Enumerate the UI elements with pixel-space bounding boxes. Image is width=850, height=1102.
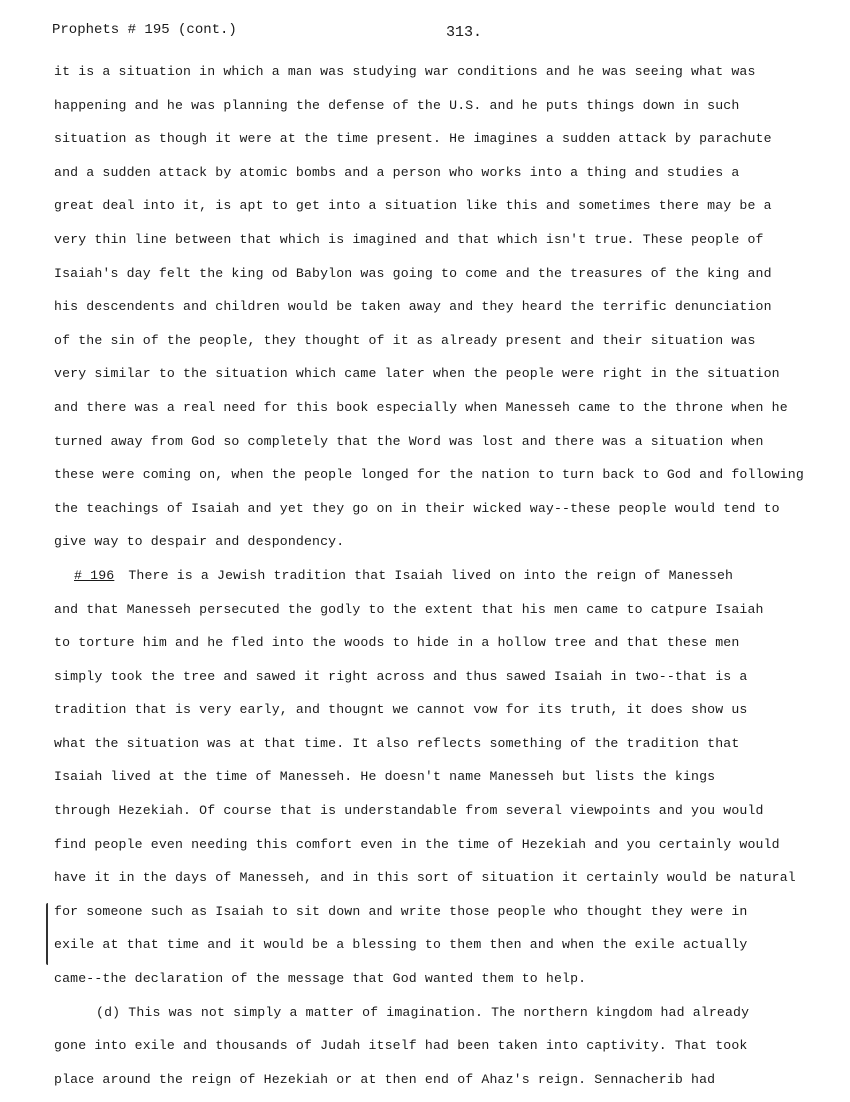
text-line: very thin line between that which is imagined and that which isn't true. These people of <box>54 231 764 247</box>
paragraph-3 <box>54 1001 844 1102</box>
text-line: these were coming on, when the people longed for the nation to turn back to God and following <box>54 467 804 483</box>
page-header <box>52 22 810 44</box>
text-line: through Hezekiah. Of course that is understandable from several viewpoints and you would <box>54 803 764 819</box>
text-line: and there was a real need for this book especially when Manesseh came to the throne when he <box>54 399 788 415</box>
text-line: it is a situation in which a man was studying war conditions and he was seeing what was <box>54 64 756 79</box>
text-line: simply took the tree and sawed it right across and thus sawed Isaiah in two--that is a <box>54 668 748 684</box>
text-line: great deal into it, is apt to get into a situation like this and sometimes there may be a <box>54 198 772 214</box>
text-line: Isaiah's day felt the king od Babylon was going to come and the treasures of the king and <box>54 265 772 281</box>
text-line: and a sudden attack by atomic bombs and a person who works into a thing and studies a <box>54 164 740 180</box>
text-line: for someone such as Isaiah to sit down and write those people who thought they were in <box>54 903 748 919</box>
text-line: and that Manesseh persecuted the godly to the extent that his men came to catpure Isaiah <box>54 601 764 617</box>
text-line: turned away from God so completely that the Word was lost and there was a situation when <box>54 433 764 449</box>
text-line: tradition that is very early, and thougnt we cannot vow for its truth, it does show us <box>54 702 748 718</box>
text-line: very similar to the situation which came later when the people were right in the situation <box>54 366 780 382</box>
text-line: (d) This was not simply a matter of imagination. The northern kingdom had already <box>96 1004 750 1020</box>
text-line: give way to despair and despondency. <box>54 534 345 550</box>
text-line: exile at that time and it would be a blessing to them then and when the exile actually <box>54 937 748 953</box>
document-body <box>54 60 844 1101</box>
text-line: of the sin of the people, they thought of it as already present and their situation was <box>54 332 756 348</box>
margin-bracket-mark <box>46 903 54 965</box>
paragraph-2 <box>54 564 844 1001</box>
text-line: the teachings of Isaiah and yet they go on in their wicked way--these people would tend to <box>54 500 780 516</box>
text-line: to torture him and he fled into the woods to hide in a hollow tree and that these men <box>54 635 740 651</box>
text-line: what the situation was at that time. It also reflects something of the tradition that <box>54 735 740 751</box>
text-line: There is a Jewish tradition that Isaiah lived on into the reign of Manesseh <box>128 567 734 583</box>
text-line: place around the reign of Hezekiah or at then end of Ahaz's reign. Sennacherib had <box>54 1071 716 1087</box>
text-line: have it in the days of Manesseh, and in this sort of situation it certainly would be natural <box>54 870 796 886</box>
text-line: came--the declaration of the message that God wanted them to help. <box>54 971 587 987</box>
header-title: Prophets # 195 (cont.) <box>52 22 237 38</box>
section-marker: # 196 <box>74 567 115 583</box>
paragraph-2-first-line <box>54 564 844 598</box>
text-line: gone into exile and thousands of Judah itself had been taken into captivity. That took <box>54 1038 748 1054</box>
text-line: happening and he was planning the defense of the U.S. and he puts things down in such <box>54 97 740 113</box>
page-number: 313. <box>446 24 483 41</box>
text-line: situation as though it were at the time present. He imagines a sudden attack by parachute <box>54 131 772 147</box>
text-line: find people even needing this comfort even in the time of Hezekiah and you certainly would <box>54 836 780 852</box>
text-line: his descendents and children would be taken away and they heard the terrific denunciation <box>54 299 772 315</box>
paragraph-1 <box>54 60 844 564</box>
text-line: Isaiah lived at the time of Manesseh. He doesn't name Manesseh but lists the kings <box>54 769 716 785</box>
